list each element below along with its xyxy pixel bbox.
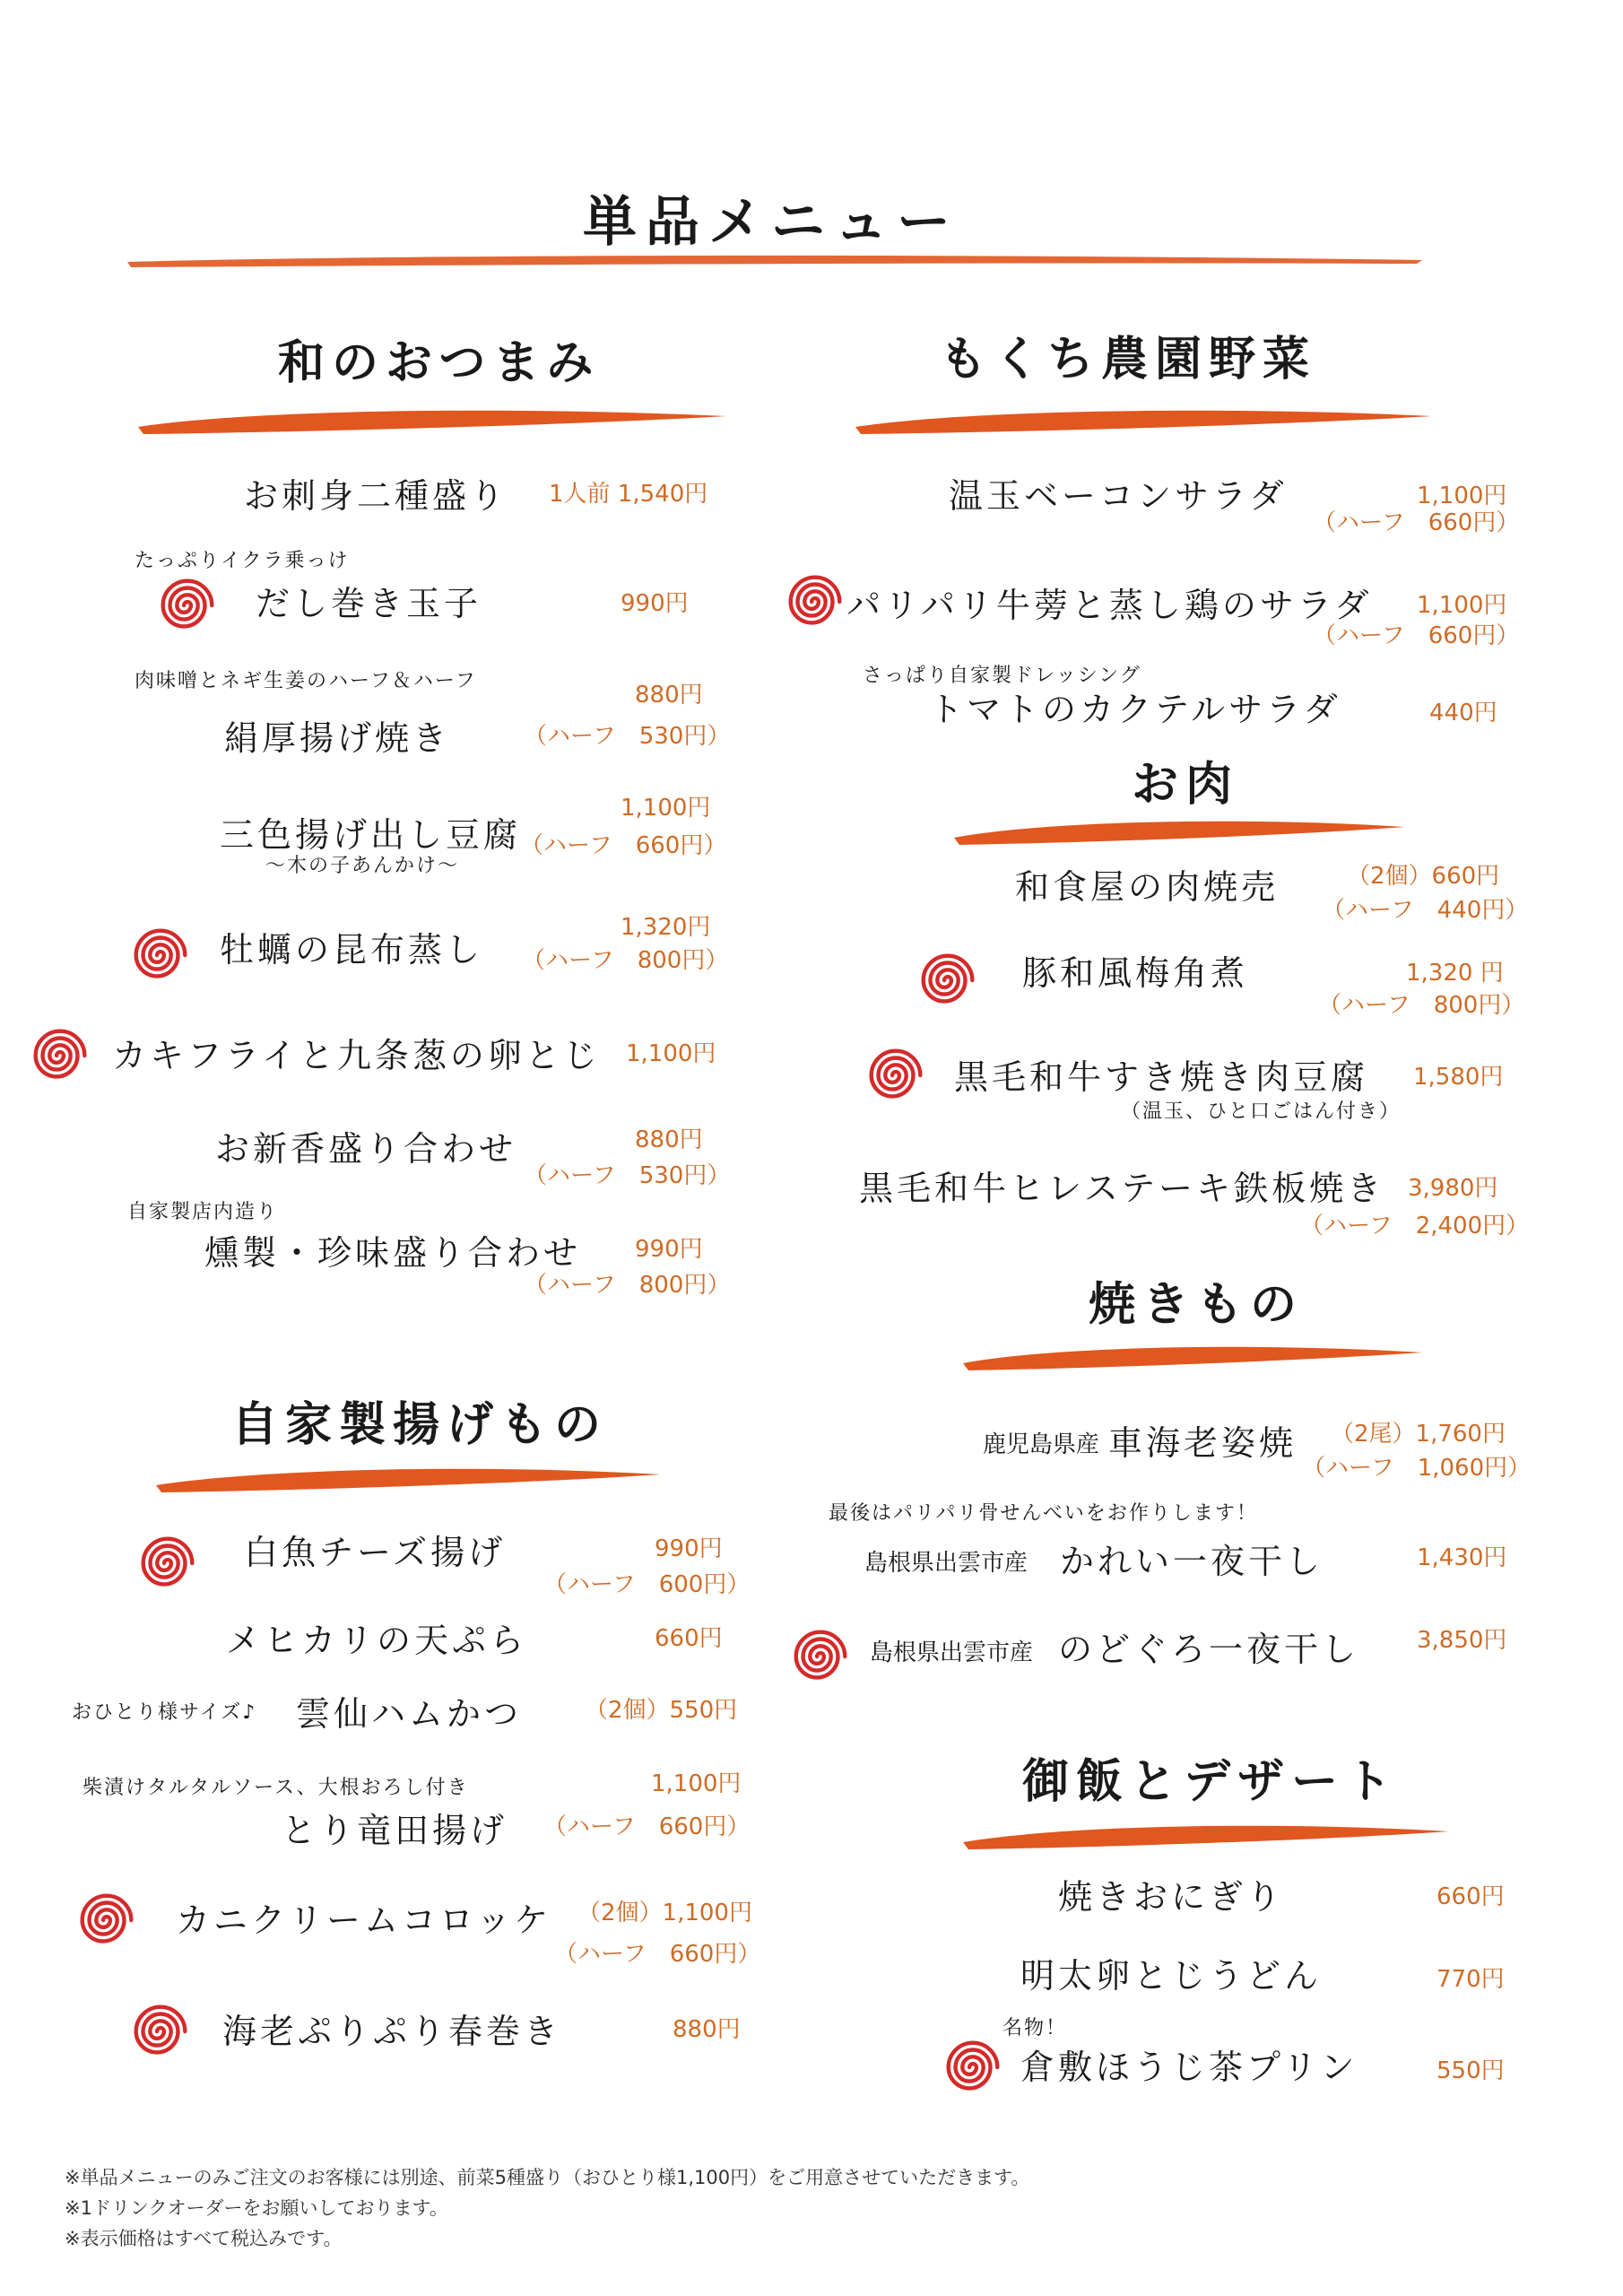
menu-item-half-price: （ハーフ 800円） bbox=[522, 947, 729, 974]
section-title-age: 自家製揚げもの bbox=[231, 1397, 609, 1452]
menu-item-name: とり竜田揚げ bbox=[282, 1811, 508, 1850]
menu-item-origin: 島根県出雲市産 bbox=[870, 1639, 1034, 1666]
menu-item-origin: 島根県出雲市産 bbox=[864, 1550, 1028, 1577]
spiral-icon bbox=[780, 567, 850, 637]
menu-item-name: のどぐろ一夜干し bbox=[1058, 1630, 1360, 1669]
menu-item-name: 海老ぷりぷり春巻き bbox=[222, 2012, 562, 2051]
menu-item-name: 黒毛和牛ヒレステーキ鉄板焼き bbox=[859, 1169, 1385, 1208]
menu-item-price: 1,320円 bbox=[621, 914, 711, 941]
menu-item-price: 1,430円 bbox=[1417, 1544, 1507, 1571]
menu-item-name: トマトのカクテルサラダ bbox=[929, 690, 1341, 729]
footer-note: ※単品メニューのみご注文のお客様には別途、前菜5種盛り（おひとり様1,100円）をご用意させていただきます。 bbox=[65, 2167, 1030, 2188]
menu-item-name: カニクリームコロッケ bbox=[176, 1900, 552, 1940]
menu-item-name: 燻製・珍味盛り合わせ bbox=[204, 1233, 582, 1273]
menu-item-price: 660円 bbox=[655, 1625, 723, 1652]
section-title-yaki: 焼きもの bbox=[1089, 1277, 1305, 1332]
page-title: 単品メニュー bbox=[583, 191, 959, 254]
menu-item-price: （2個）1,100円 bbox=[577, 1900, 752, 1926]
menu-item-price: 440円 bbox=[1429, 700, 1497, 726]
menu-item-price: 770円 bbox=[1436, 1966, 1505, 1993]
menu-item-price: （2尾）1,760円 bbox=[1331, 1421, 1506, 1448]
spiral-icon bbox=[72, 1885, 142, 1955]
menu-item-price: 550円 bbox=[1436, 2057, 1505, 2084]
menu-item-price: 660円 bbox=[1436, 1883, 1505, 1910]
menu-item-note: さっぱり自家製ドレッシング bbox=[863, 665, 1141, 687]
menu-item-price: 1,100円 bbox=[626, 1040, 716, 1067]
menu-item-note: 肉味噌とネギ生姜のハーフ＆ハーフ bbox=[135, 670, 477, 692]
menu-item-name: パリパリ牛蒡と蒸し鶏のサラダ bbox=[846, 586, 1373, 625]
spiral-icon bbox=[861, 1040, 931, 1110]
menu-item-name: お新香盛り合わせ bbox=[215, 1129, 517, 1169]
spiral-icon bbox=[126, 920, 195, 990]
menu-item-price: 1,320 円 bbox=[1406, 960, 1504, 987]
menu-item-price: 1,580円 bbox=[1413, 1064, 1504, 1091]
spiral-icon bbox=[913, 945, 983, 1015]
menu-item-half-price: （ハーフ 600円） bbox=[543, 1571, 751, 1598]
menu-item-note: たっぷりイクラ乗っけ bbox=[135, 550, 350, 572]
footer-note: ※1ドリンクオーダーをお願いしております。 bbox=[65, 2197, 448, 2219]
menu-item-name: かれい一夜干し bbox=[1060, 1542, 1324, 1581]
menu-item-name: 三色揚げ出し豆腐 bbox=[220, 815, 522, 855]
section-underline-yasai bbox=[852, 404, 1435, 439]
menu-item-half-price: （ハーフ 800円） bbox=[524, 1272, 731, 1299]
menu-item-price: 1,100円 bbox=[651, 1770, 742, 1797]
menu-item-price: （2個）660円 bbox=[1347, 863, 1500, 890]
menu-item-name: 和食屋の肉焼売 bbox=[1015, 867, 1280, 907]
menu-item-price: 990円 bbox=[655, 1535, 723, 1562]
menu-item-price: 880円 bbox=[673, 2016, 741, 2043]
menu-item-name: お刺身二種盛り bbox=[244, 476, 508, 516]
menu-item-name: 牡蠣の昆布蒸し bbox=[220, 930, 484, 970]
section-title-yasai: もくち農園野菜 bbox=[940, 332, 1317, 387]
menu-item-name: 車海老姿焼 bbox=[1108, 1423, 1298, 1463]
menu-item-half-price: （ハーフ 440円） bbox=[1322, 897, 1529, 924]
menu-item-name: 焼きおにぎり bbox=[1058, 1877, 1285, 1917]
menu-item-note: 自家製店内造り bbox=[127, 1201, 279, 1223]
spiral-icon bbox=[126, 1996, 195, 2066]
spiral-icon bbox=[25, 1021, 95, 1091]
spiral-icon bbox=[938, 2032, 1008, 2102]
menu-item-subnote: （温玉、ひと口ごはん付き） bbox=[1121, 1100, 1402, 1123]
section-underline-yaki bbox=[959, 1340, 1426, 1376]
menu-item-price: 3,850円 bbox=[1417, 1627, 1507, 1654]
section-underline-niku bbox=[950, 814, 1408, 850]
menu-item-name: 明太卵とじうどん bbox=[1020, 1956, 1323, 1996]
menu-item-name: 絹厚揚げ焼き bbox=[224, 718, 451, 758]
menu-item-origin: 鹿児島県産 bbox=[983, 1431, 1100, 1458]
section-title-wa: 和のおつまみ bbox=[278, 335, 601, 390]
menu-item-price: 990円 bbox=[621, 590, 689, 617]
menu-item-name: 雲仙ハムかつ bbox=[296, 1694, 523, 1734]
section-underline-age bbox=[152, 1462, 664, 1498]
menu-item-half-price: （ハーフ 1,060円） bbox=[1302, 1455, 1532, 1482]
menu-item-name: 黒毛和牛すき焼き肉豆腐 bbox=[954, 1057, 1369, 1097]
spiral-icon bbox=[133, 1528, 203, 1598]
menu-item-name: カキフライと九条葱の卵とじ bbox=[112, 1036, 601, 1075]
menu-item-half-price: （ハーフ 530円） bbox=[524, 723, 731, 750]
menu-item-name: 温玉ベーコンサラダ bbox=[949, 476, 1288, 516]
menu-item-half-price: （ハーフ 2,400円） bbox=[1300, 1213, 1530, 1239]
menu-item-price: （2個）550円 bbox=[585, 1697, 738, 1724]
menu-item-half-price: （ハーフ 660円） bbox=[1313, 509, 1520, 536]
title-underline bbox=[126, 251, 1426, 273]
menu-item-price: 880円 bbox=[635, 1126, 703, 1153]
menu-item-price: 1,100円 bbox=[621, 795, 711, 822]
menu-item-price: 880円 bbox=[635, 682, 703, 709]
section-title-niku: お肉 bbox=[1132, 757, 1240, 812]
menu-item-note: 柴漬けタルタルソース、大根おろし付き bbox=[82, 1777, 469, 1799]
menu-item-half-price: （ハーフ 660円） bbox=[543, 1813, 751, 1840]
menu-item-price: 1,100円 bbox=[1417, 592, 1507, 619]
menu-item-name: 豚和風梅角煮 bbox=[1022, 953, 1249, 993]
menu-item-price: 1人前 1,540円 bbox=[549, 481, 708, 508]
menu-item-half-price: （ハーフ 660円） bbox=[520, 832, 727, 859]
menu-item-name: 倉敷ほうじ茶プリン bbox=[1020, 2048, 1358, 2087]
spiral-icon bbox=[785, 1622, 855, 1692]
menu-item-price: 990円 bbox=[635, 1236, 703, 1263]
section-underline-wa bbox=[135, 404, 731, 439]
menu-item-subnote: ～木の子あんかけ～ bbox=[265, 855, 460, 877]
footer-note: ※表示価格はすべて税込みです。 bbox=[65, 2228, 343, 2249]
menu-item-half-price: （ハーフ 660円） bbox=[1313, 622, 1520, 649]
menu-item-name: だし巻き玉子 bbox=[256, 584, 482, 623]
menu-item-name: メヒカリの天ぷら bbox=[226, 1621, 528, 1660]
menu-item-price: 3,980円 bbox=[1408, 1175, 1498, 1202]
menu-item-note: おひとり様サイズ♪ bbox=[72, 1701, 257, 1724]
section-underline-gohan bbox=[959, 1819, 1453, 1855]
menu-item-half-price: （ハーフ 530円） bbox=[524, 1162, 731, 1189]
menu-item-price: 1,100円 bbox=[1417, 483, 1507, 509]
spiral-icon bbox=[152, 570, 222, 640]
menu-item-name: 白魚チーズ揚げ bbox=[244, 1533, 507, 1572]
menu-item-note: 最後はパリパリ骨せんべいをお作りします！ bbox=[829, 1502, 1258, 1525]
section-title-gohan: 御飯とデザート bbox=[1022, 1754, 1400, 1809]
menu-item-half-price: （ハーフ 800円） bbox=[1318, 992, 1525, 1019]
menu-item-note: 名物！ bbox=[1002, 2017, 1068, 2039]
menu-item-half-price: （ハーフ 660円） bbox=[554, 1941, 761, 1968]
